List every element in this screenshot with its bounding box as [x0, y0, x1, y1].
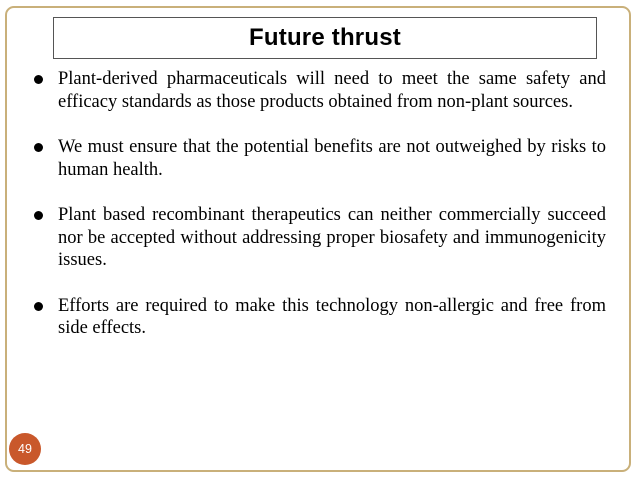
- bullet-item: [34, 136, 606, 181]
- bullet-item: [34, 295, 606, 340]
- page-number-badge: [9, 433, 41, 465]
- bullet-text: We must ensure that the potential benefits are not outweighed by risks to human health.: [58, 137, 606, 180]
- title-box: [53, 17, 597, 59]
- bullet-dot-icon: [34, 211, 43, 220]
- bullet-item: [34, 204, 606, 272]
- bullet-dot-icon: [34, 75, 43, 84]
- bullet-text: Plant based recombinant therapeutics can neither commercially succeed nor be accepted without addressing proper biosafety and immunogenicity issues.: [58, 205, 606, 270]
- bullet-dot-icon: [34, 143, 43, 152]
- slide-title: Future thrust: [249, 24, 401, 51]
- bullet-text: Plant-derived pharmaceuticals will need to meet the same safety and efficacy standards as those products obtained from non-plant sources.: [58, 69, 606, 112]
- page-number: 49: [18, 442, 32, 456]
- bullet-list: [34, 68, 606, 340]
- bullet-dot-icon: [34, 302, 43, 311]
- bullet-text: Efforts are required to make this technology non-allergic and free from side effects.: [58, 295, 606, 338]
- bullet-item: [34, 68, 606, 113]
